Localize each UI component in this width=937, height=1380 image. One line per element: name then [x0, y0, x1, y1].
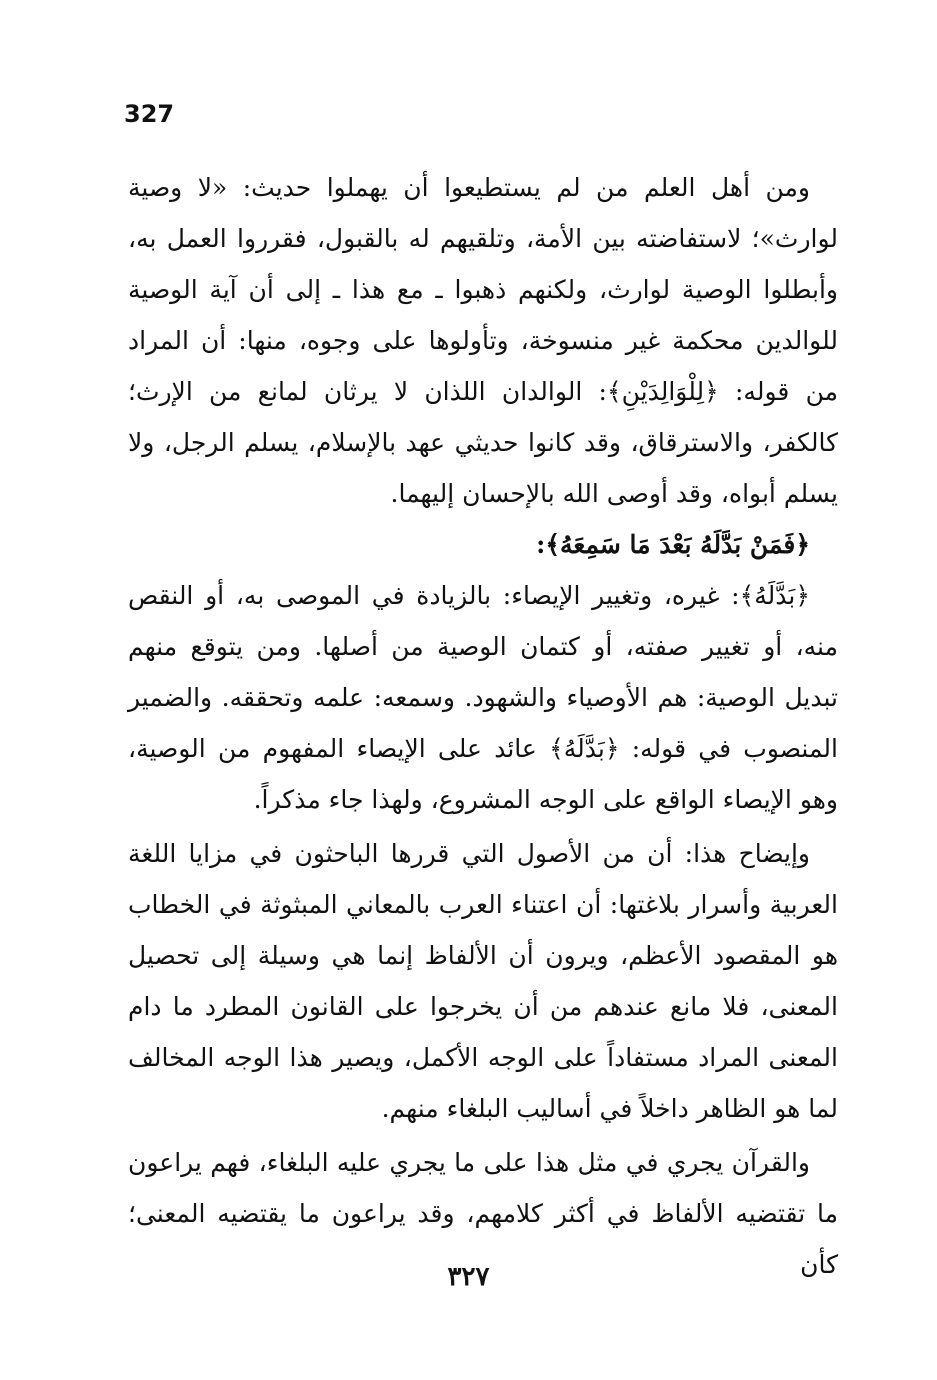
page-text: [128, 162, 838, 1290]
paragraph-2: ﴿بَدَّلَهُ﴾: غيره، وتغيير الإيصاء: بالزيادة في الموصى به، أو النقص منه، أو تغيير صفته، أو كتمان الوصية من أصلها. ومن يتوقع منهم تبديل الوصية: هم الأوصياء والشهود. وسمعه: علمه وتحققه. والضمير المنصوب في قوله: ﴿بَدَّلَهُ﴾ عائد على الإيصاء المفهوم من الوصية، وهو الإيصاء الواقع على الوجه المشروع، ولهذا جاء مذكراً.: [128, 581, 838, 814]
paragraph-3: وإيضاح هذا: أن من الأصول التي قررها الباحثون في مزايا اللغة العربية وأسرار بلاغتها: أن اعتناء العرب بالمعاني المبثوثة في الخطاب هو المقصود الأعظم، ويرون أن الألفاظ إنما هي وسيلة إلى تحصيل المعنى، فلا مانع عندهم من أن يخرجوا على القانون المطرد ما دام المعنى المراد مستفاداً على الوجه الأكمل، ويصير هذا الوجه المخالف لما هو الظاهر داخلاً في أساليب البلغاء منهم.: [128, 839, 838, 1123]
page-number-bottom: ٣٢٧: [447, 1262, 490, 1292]
paragraph-4: والقرآن يجري في مثل هذا على ما يجري عليه البلغاء، فهم يراعون ما تقتضيه الألفاظ في أكثر كلامهم، وقد يراعون ما يقتضيه المعنى؛ كأن: [128, 1148, 838, 1279]
paragraph-1: ومن أهل العلم من لم يستطيعوا أن يهملوا حديث: «لا وصية لوارث»؛ لاستفاضته بين الأمة، وتلقيهم له بالقبول، فقرروا العمل به، وأبطلوا الوصية لوارث، ولكنهم ذهبوا ـ مع هذا ـ إلى أن آية الوصية للوالدين محكمة غير منسوخة، وتأولوها على وجوه، منها: أن المراد من قوله: ﴿لِلْوَالِدَيْنِ﴾: الوالدان اللذان لا يرثان لمانع من الإرث؛ كالكفر، والاسترقاق، وقد كانوا حديثي عهد بالإسلام، يسلم الرجل، ولا يسلم أبواه، وقد أوصى الله بالإحسان إليهما.: [128, 173, 838, 508]
section-heading-verse: ﴿فَمَنْ بَدَّلَهُ بَعْدَ مَا سَمِعَهُ﴾:: [536, 530, 810, 559]
page-number-top: 327: [124, 100, 175, 128]
